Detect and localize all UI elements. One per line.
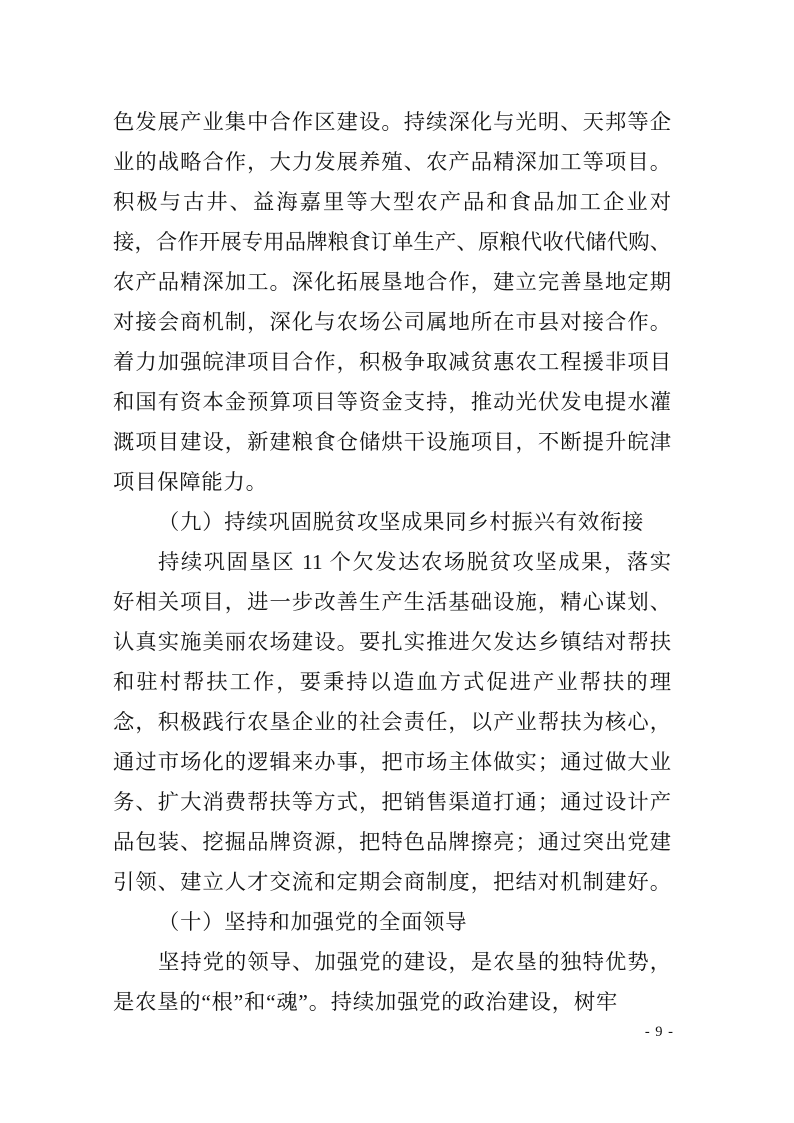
text-line: 和国有资本金预算项目等资金支持，推动光伏发电提水灌 <box>113 390 671 414</box>
text-line: 念，积极践行农垦企业的社会责任，以产业帮扶为核心， <box>113 710 671 734</box>
text-line: 坚持党的领导、加强党的建设，是农垦的独特优势， <box>158 950 671 974</box>
text-line: 认真实施美丽农场建设。要扎实推进欠发达乡镇结对帮扶 <box>113 630 671 654</box>
text-line: 和驻村帮扶工作，要秉持以造血方式促进产业帮扶的理 <box>113 670 671 694</box>
section-heading: （十）坚持和加强党的全面领导 <box>158 910 468 934</box>
text-line: 引领、建立人才交流和定期会商制度，把结对机制建好。 <box>113 870 671 894</box>
text-block <box>113 102 671 1022</box>
text-line: 溉项目建设，新建粮食仓储烘干设施项目，不断提升皖津 <box>113 430 671 454</box>
section-heading: （九）持续巩固脱贫攻坚成果同乡村振兴有效衔接 <box>158 510 645 534</box>
text-line: 对接会商机制，深化与农场公司属地所在市县对接合作。 <box>113 310 671 334</box>
text-line: 接，合作开展专用品牌粮食订单生产、原粮代收代储代购、 <box>113 230 671 254</box>
text-line: 项目保障能力。 <box>113 470 268 494</box>
text-line: 品包装、挖掘品牌资源，把特色品牌擦亮；通过突出党建 <box>113 830 671 854</box>
text-line: 好相关项目，进一步改善生产生活基础设施，精心谋划、 <box>113 590 671 614</box>
text-line: 积极与古井、益海嘉里等大型农产品和食品加工企业对 <box>113 190 671 214</box>
text-line: 色发展产业集中合作区建设。持续深化与光明、天邦等企 <box>113 110 671 134</box>
text-line: 通过市场化的逻辑来办事，把市场主体做实；通过做大业 <box>113 750 671 774</box>
text-line: 业的战略合作，大力发展养殖、农产品精深加工等项目。 <box>113 150 671 174</box>
page-number: - 9 - <box>644 1024 674 1040</box>
text-line: 着力加强皖津项目合作，积极争取减贫惠农工程援非项目 <box>113 350 671 374</box>
text-line: 农产品精深加工。深化拓展垦地合作，建立完善垦地定期 <box>113 270 671 294</box>
text-line: 是农垦的“根”和“魂”。持续加强党的政治建设，树牢 <box>113 990 619 1014</box>
text-line: 持续巩固垦区 11 个欠发达农场脱贫攻坚成果，落实 <box>158 550 671 574</box>
text-line: 务、扩大消费帮扶等方式，把销售渠道打通；通过设计产 <box>113 790 671 814</box>
